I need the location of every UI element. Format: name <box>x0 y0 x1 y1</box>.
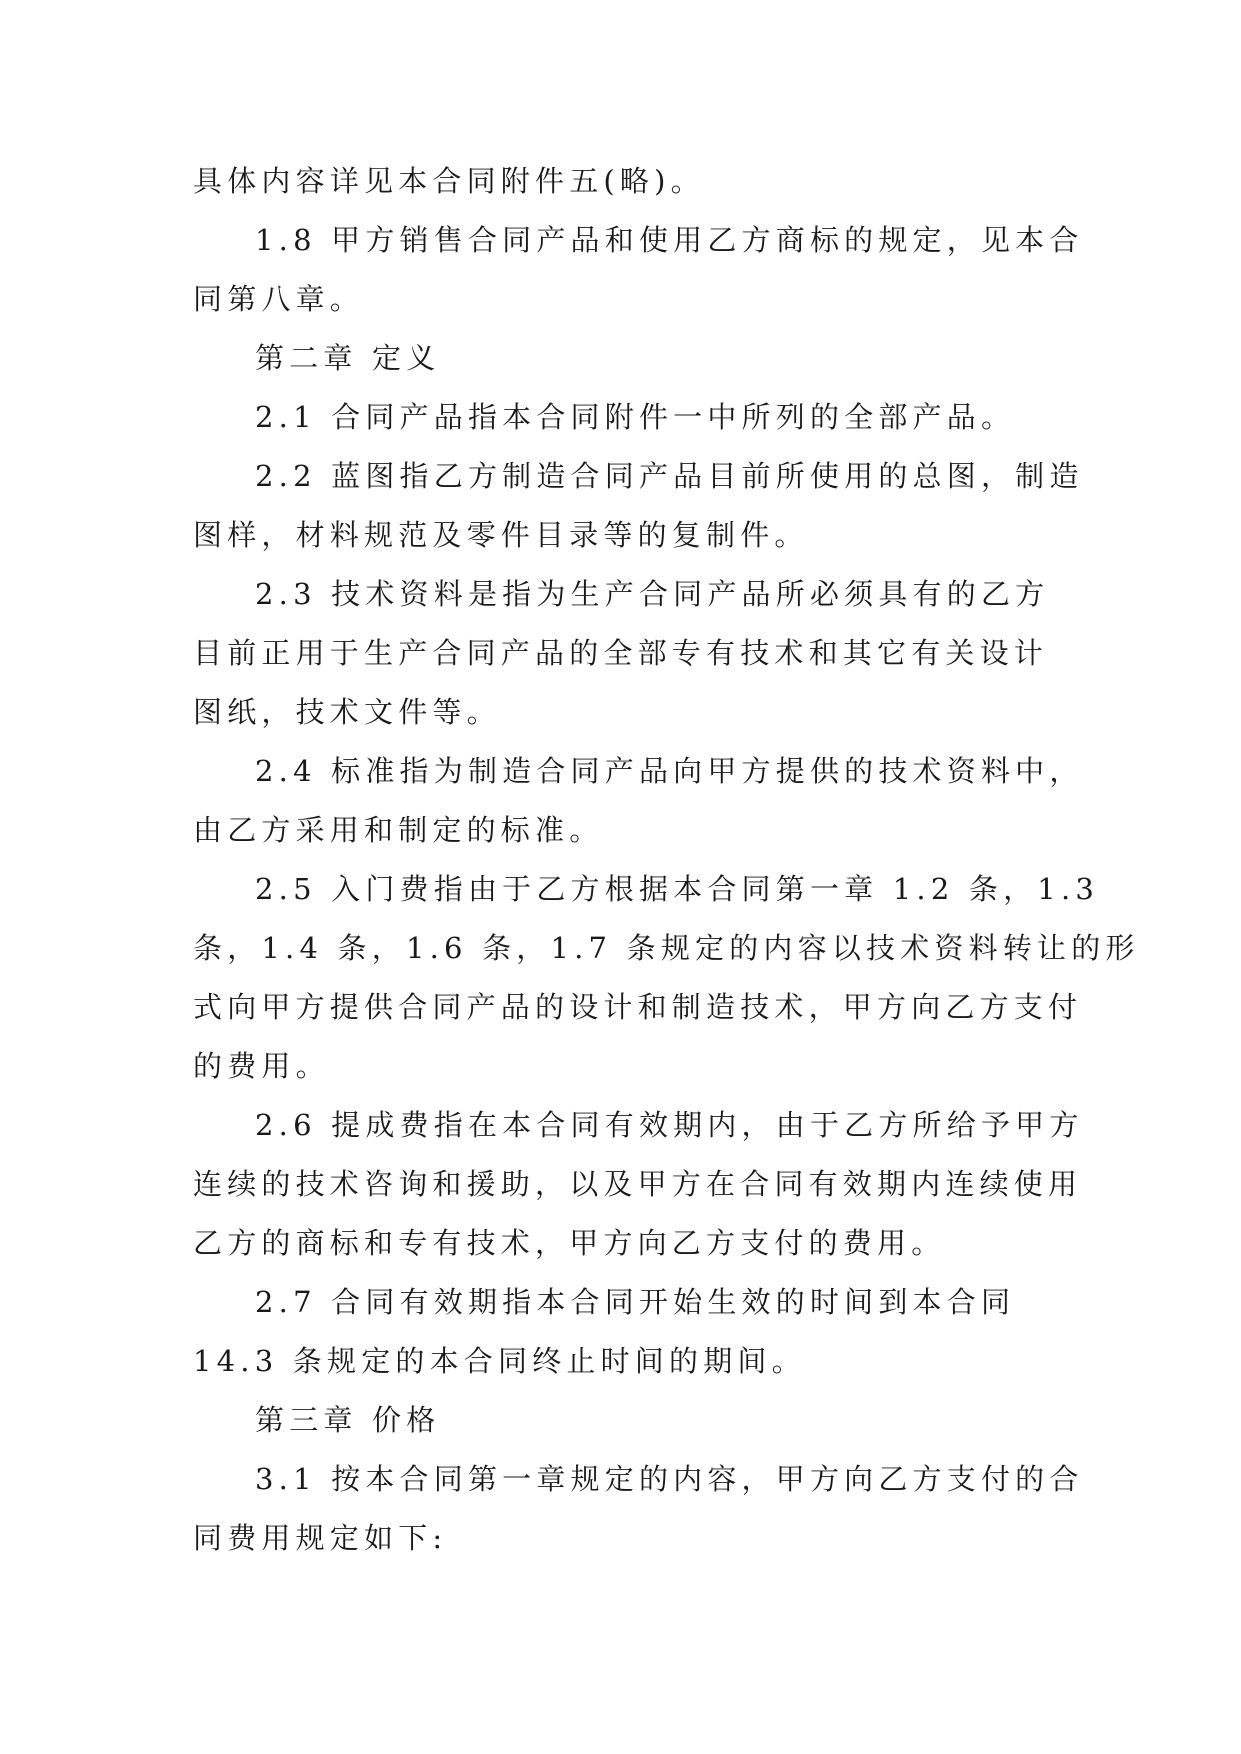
text-line: 14.3 条规定的本合同终止时间的期间。 <box>193 1344 806 1378</box>
text-line: 式向甲方提供合同产品的设计和制造技术，甲方向乙方支付 <box>193 990 1083 1024</box>
text-line: 具体内容详见本合同附件五(略)。 <box>193 164 705 198</box>
text-line: 条，1.4 条，1.6 条，1.7 条规定的内容以技术资料转让的形 <box>193 931 1140 965</box>
text-line: 2.2 蓝图指乙方制造合同产品目前所使用的总图，制造 <box>255 459 1084 493</box>
text-line: 2.6 提成费指在本合同有效期内，由于乙方所给予甲方 <box>255 1108 1084 1142</box>
document-page <box>193 152 1140 1568</box>
chapter-heading: 第三章 价格 <box>255 1403 441 1437</box>
text-line: 2.3 技术资料是指为生产合同产品所必须具有的乙方 <box>255 577 1050 611</box>
text-line: 目前正用于生产合同产品的全部专有技术和其它有关设计 <box>193 636 1049 670</box>
text-line: 乙方的商标和专有技术，甲方向乙方支付的费用。 <box>193 1226 946 1260</box>
text-line: 2.7 合同有效期指本合同开始生效的时间到本合同 <box>255 1285 1016 1319</box>
text-line: 2.4 标准指为制造合同产品向甲方提供的技术资料中， <box>255 754 1084 788</box>
text-line: 图纸，技术文件等。 <box>193 695 501 729</box>
text-line: 1.8 甲方销售合同产品和使用乙方商标的规定，见本合 <box>255 223 1084 257</box>
text-line: 由乙方采用和制定的标准。 <box>193 813 604 847</box>
text-line: 图样，材料规范及零件目录等的复制件。 <box>193 518 809 552</box>
text-line: 2.5 入门费指由于乙方根据本合同第一章 1.2 条，1.3 <box>255 872 1100 906</box>
text-line: 3.1 按本合同第一章规定的内容，甲方向乙方支付的合 <box>255 1462 1084 1496</box>
text-line: 同费用规定如下: <box>193 1521 448 1555</box>
text-line: 的费用。 <box>193 1049 330 1083</box>
chapter-heading: 第二章 定义 <box>255 341 441 375</box>
text-line: 同第八章。 <box>193 282 365 316</box>
text-line: 连续的技术咨询和援助，以及甲方在合同有效期内连续使用 <box>193 1167 1083 1201</box>
text-line: 2.1 合同产品指本合同附件一中所列的全部产品。 <box>255 400 1016 434</box>
